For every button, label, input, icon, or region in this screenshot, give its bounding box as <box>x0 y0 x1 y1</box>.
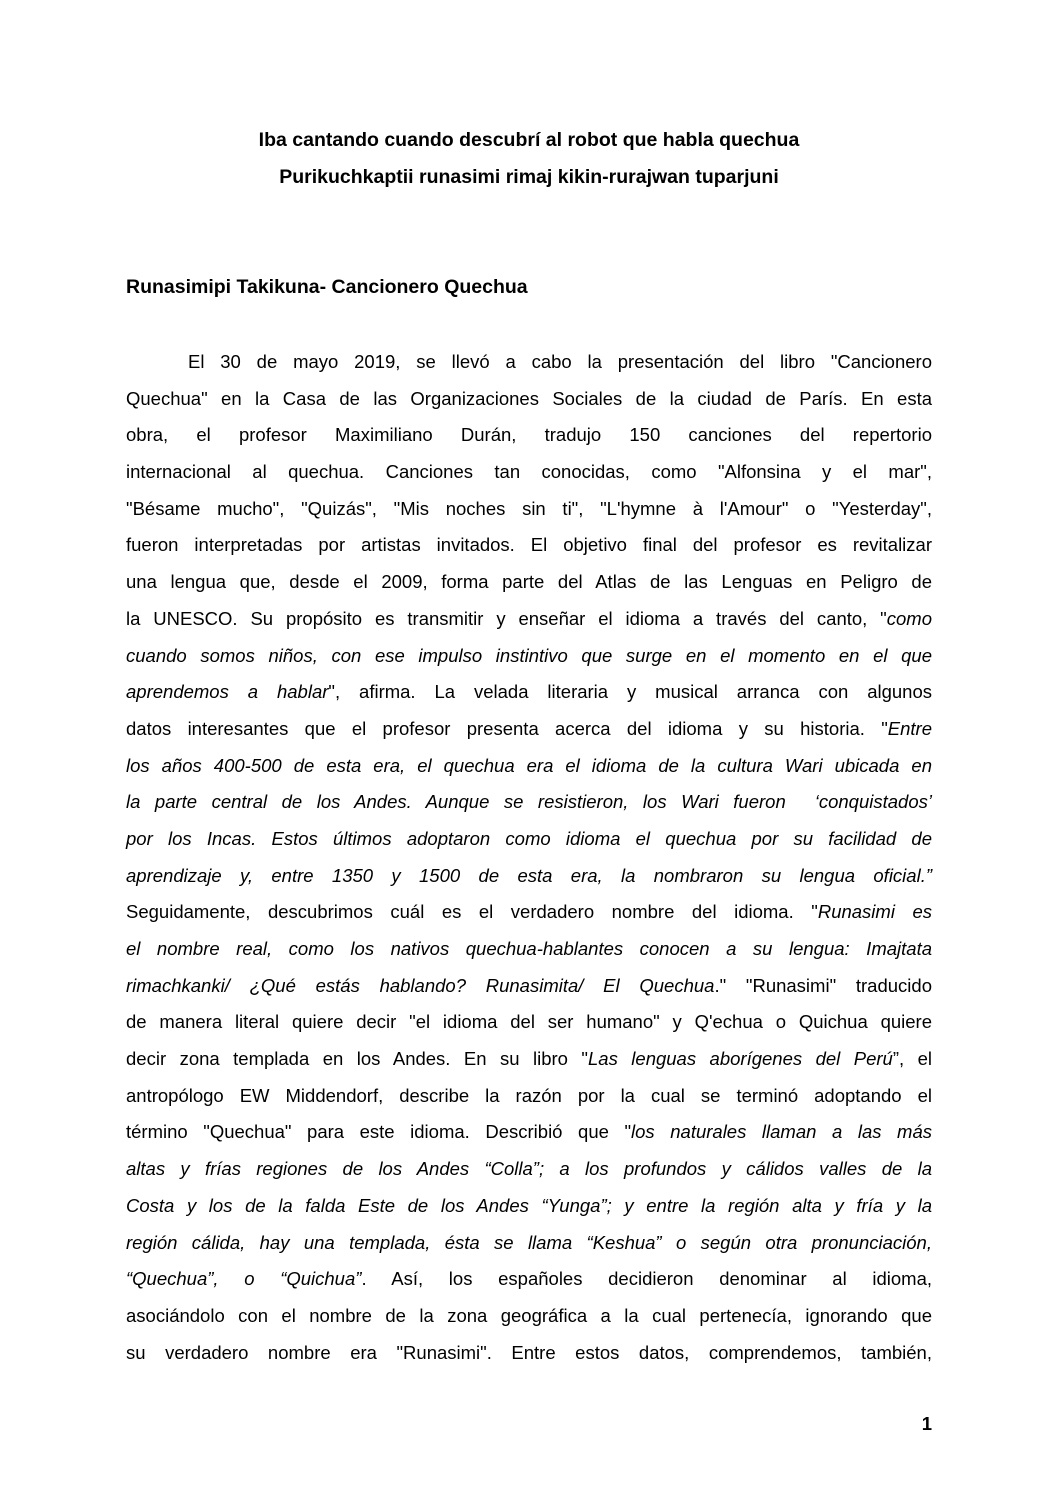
paragraph-line <box>126 454 932 491</box>
text-run: Seguidamente, descubrimos cuál es el verdadero nombre del idioma. " <box>126 901 818 923</box>
text-run: Las lenguas aborígenes del Perú <box>588 1048 893 1070</box>
text-run: cuando somos niños, con ese impulso instintivo que surge en el momento en el que <box>126 644 932 666</box>
paragraph-line <box>126 1114 932 1151</box>
text-run: término "Quechua" para este idioma. Describió que " <box>126 1121 632 1143</box>
text-run: los naturales llaman a las más <box>631 1121 932 1143</box>
text-run: ", afirma. La velada literaria y musical arranca con algunos <box>328 681 932 703</box>
paragraph-line <box>126 1041 932 1078</box>
text-run: ." "Runasimi" traducido <box>714 974 932 996</box>
paragraph-line <box>126 821 932 858</box>
text-run: su verdadero nombre era "Runasimi". Entre estos datos, comprendemos, también, <box>126 1341 932 1363</box>
text-run: internacional al quechua. Canciones tan conocidas, como "Alfonsina y el mar", <box>126 461 932 483</box>
text-run: altas y frías regiones de los Andes “Colla”; a los profundos y cálidos valles de la <box>126 1158 932 1180</box>
document-title: Iba cantando cuando descubrí al robot que habla quechua <box>258 129 800 151</box>
text-run: la UNESCO. Su propósito es transmitir y enseñar el idioma a través del canto, " <box>126 607 887 629</box>
paragraph-line <box>126 858 932 895</box>
paragraph-line <box>126 381 932 418</box>
text-run: una lengua que, desde el 2009, forma parte del Atlas de las Lenguas en Peligro de <box>126 571 932 593</box>
text-run: obra, el profesor Maximiliano Durán, tradujo 150 canciones del repertorio <box>126 424 932 446</box>
paragraph-line <box>126 491 932 528</box>
text-run: El 30 de mayo 2019, se llevó a cabo la presentación del libro "Cancionero <box>188 351 932 372</box>
paragraph-line <box>126 748 932 785</box>
paragraph-line <box>126 344 932 381</box>
text-run: por los Incas. Estos últimos adoptaron como idioma el quechua por su facilidad de <box>126 827 932 849</box>
paragraph-line <box>126 527 932 564</box>
text-run: aprendemos a hablar <box>126 681 329 703</box>
text-run: Entre <box>887 717 932 739</box>
paragraph-line <box>126 711 932 748</box>
text-run: la parte central de los Andes. Aunque se resistieron, los Wari fueron ‘conquistados’ <box>126 791 932 813</box>
text-run: Quechua" en la Casa de las Organizaciones Sociales de la ciudad de París. En esta <box>126 387 932 409</box>
paragraph-line <box>126 1151 932 1188</box>
text-run: como <box>886 607 932 629</box>
paragraph-line <box>126 1335 932 1372</box>
paragraph-line <box>126 674 932 711</box>
paragraph-line <box>126 1188 932 1225</box>
article-body <box>126 344 932 1371</box>
paragraph-line <box>126 1298 932 1335</box>
paragraph-line <box>126 1225 932 1262</box>
text-run: decir zona templada en los Andes. En su libro " <box>126 1048 588 1070</box>
text-run: de manera literal quiere decir "el idioma del ser humano" y Q'echua o Quichua quiere <box>126 1011 932 1033</box>
text-run: “Quechua”, o “Quichua” <box>126 1268 362 1290</box>
text-run: "Bésame mucho", "Quizás", "Mis noches sin ti", "L'hymne à l'Amour" o "Yesterday", <box>126 497 932 519</box>
paragraph-line <box>126 931 932 968</box>
text-run: Runasimi es <box>817 901 932 923</box>
text-run: antropólogo EW Middendorf, describe la razón por la cual se terminó adoptando el <box>126 1084 932 1106</box>
paragraph-line <box>126 638 932 675</box>
text-run: el nombre real, como los nativos quechua-hablantes conocen a su lengua: Imajtata <box>126 938 932 959</box>
page-number: 1 <box>921 1413 932 1434</box>
paragraph-line <box>126 417 932 454</box>
paragraph-line <box>126 968 932 1005</box>
text-run: región cálida, hay una templada, ésta se llama “Keshua” o según otra pronunciación, <box>126 1231 932 1253</box>
text-run: fueron interpretadas por artistas invitados. El objetivo final del profesor es revitalizar <box>126 534 932 556</box>
text-run: . Así, los españoles decidieron denominar al idioma, <box>361 1268 933 1290</box>
text-run: ”, el <box>892 1048 932 1070</box>
paragraph-line <box>126 894 932 931</box>
text-run: Costa y los de la falda Este de los Andes “Yunga”; y entre la región alta y fría y la <box>126 1194 932 1216</box>
paragraph-line <box>126 601 932 638</box>
section-heading: Runasimipi Takikuna- Cancionero Quechua <box>126 276 528 298</box>
document-title-block <box>126 122 932 196</box>
text-run: datos interesantes que el profesor presenta acerca del idioma y su historia. " <box>126 717 888 739</box>
paragraph-line <box>126 1078 932 1115</box>
text-run: asociándolo con el nombre de la zona geográfica a la cual pertenecía, ignorando que <box>126 1304 932 1326</box>
paragraph-line <box>126 564 932 601</box>
text-run: los años 400-500 de esta era, el quechua era el idioma de la cultura Wari ubicada en <box>126 754 932 776</box>
paragraph-line <box>126 1004 932 1041</box>
document-subtitle: Purikuchkaptii runasimi rimaj kikin-rurajwan tuparjuni <box>279 166 779 188</box>
text-run: rimachkanki/ ¿Qué estás hablando? Runasimita/ El Quechua <box>126 974 715 996</box>
text-run: aprendizaje y, entre 1350 y 1500 de esta era, la nombraron su lengua oficial.” <box>126 864 932 886</box>
paragraph-line <box>126 784 932 821</box>
paragraph-line <box>126 1261 932 1298</box>
